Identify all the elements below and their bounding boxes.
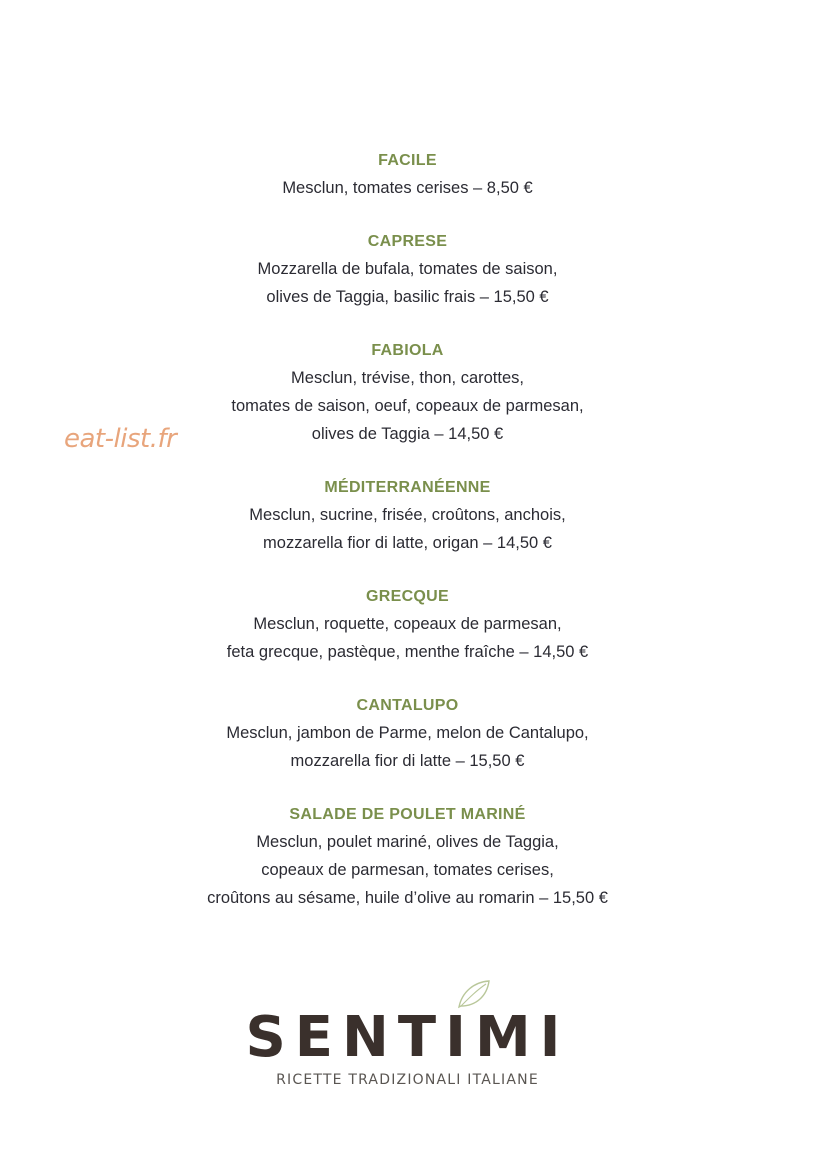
dish-description: copeaux de parmesan, tomates cerises, [261,861,554,879]
brand-name: SENTIMI [245,1005,570,1070]
dish-description: olives de Taggia – 14,50 € [311,425,504,443]
dish-mediterraneenne [0,475,815,557]
dish-name: FABIOLA [371,342,444,359]
dish-caprese [0,229,815,311]
dish-name: FACILE [378,152,437,169]
dish-name: GRECQUE [366,588,449,605]
dish-salade-poulet-marine [0,802,815,912]
dish-description: olives de Taggia, basilic frais – 15,50 € [266,288,549,306]
dish-description: tomates de saison, oeuf, copeaux de parmesan, [231,397,584,415]
dish-description: mozzarella fior di latte, origan – 14,50 € [263,534,552,552]
brand-tagline: RICETTE TRADIZIONALI ITALIANE [276,1072,539,1088]
dish-facile [0,148,815,202]
dish-fabiola [0,338,815,448]
salad-menu [0,148,815,939]
dish-name: CAPRESE [367,233,448,250]
dish-name: SALADE DE POULET MARINÉ [289,806,526,823]
dish-description: Mesclun, roquette, copeaux de parmesan, [253,615,562,633]
dish-name: MÉDITERRANÉENNE [324,479,491,496]
dish-description: mozzarella fior di latte – 15,50 € [290,752,525,770]
dish-name: CANTALUPO [356,697,459,714]
dish-description: Mesclun, jambon de Parme, melon de Cantalupo, [226,724,589,742]
dish-description: Mesclun, sucrine, frisée, croûtons, anchois, [249,506,566,524]
dish-cantalupo [0,693,815,775]
dish-description: Mozzarella de bufala, tomates de saison, [257,260,558,278]
watermark: eat-list.fr [64,424,177,454]
dish-description: croûtons au sésame, huile d’olive au romarin – 15,50 € [207,889,608,907]
dish-description: Mesclun, trévise, thon, carottes, [291,369,524,387]
dish-grecque [0,584,815,666]
dish-description: Mesclun, tomates cerises – 8,50 € [282,179,533,197]
dish-description: Mesclun, poulet mariné, olives de Taggia, [256,833,559,851]
dish-description: feta grecque, pastèque, menthe fraîche – 14,50 € [226,643,589,661]
